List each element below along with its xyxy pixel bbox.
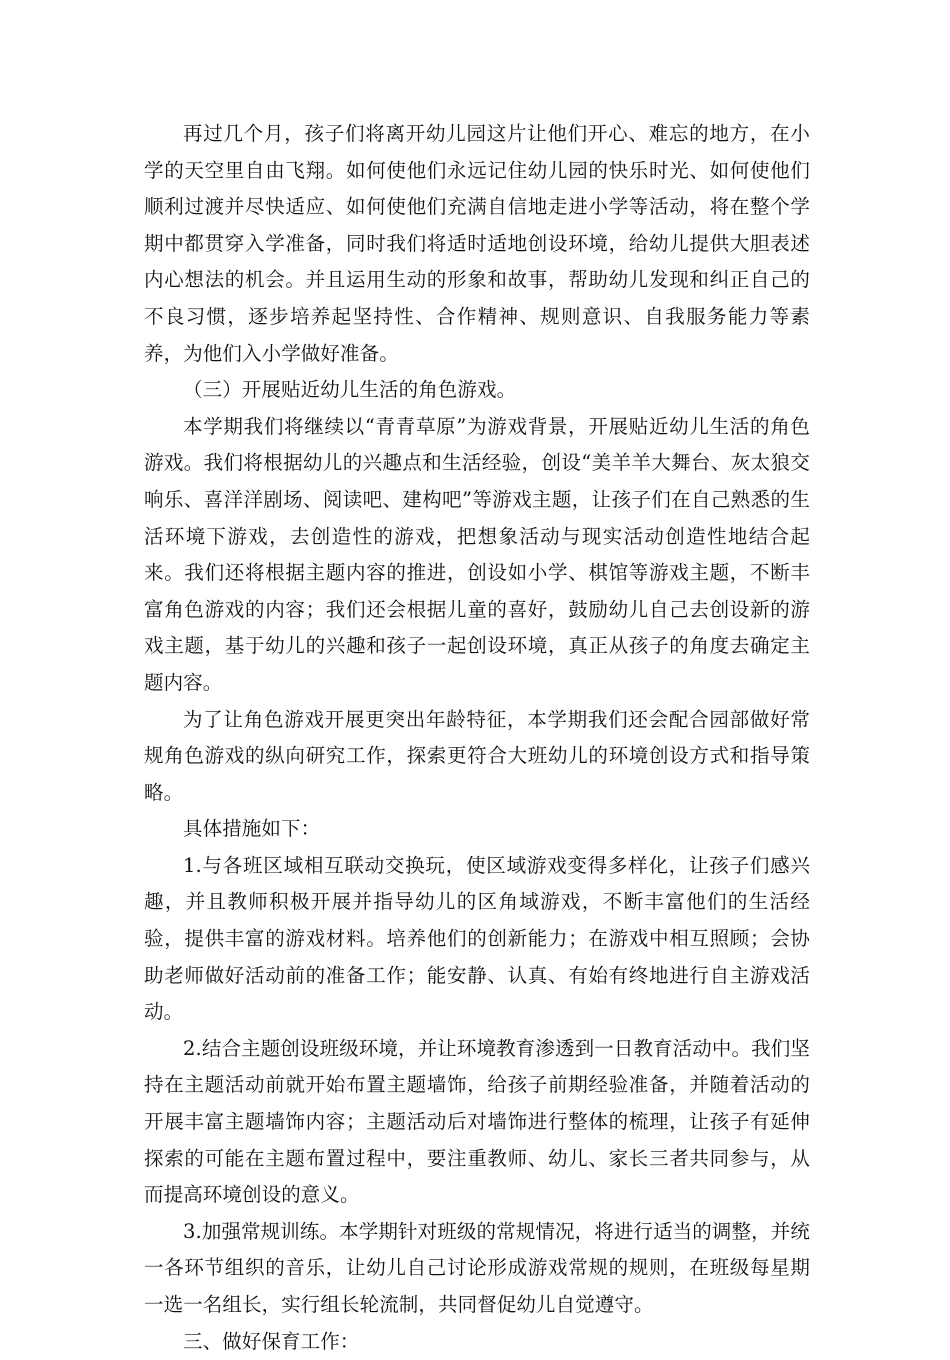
heading-role-play: （三）开展贴近幼儿生活的角色游戏。 bbox=[183, 378, 517, 402]
document-body bbox=[144, 116, 810, 1360]
measure-item-2: 2.结合主题创设班级环境，并让环境教育渗透到一日教育活动中。我们坚持在主题活动前就开始布置主题墙饰，给孩子前期经验准备，并随着活动的开展丰富主题墙饰内容；主题活动后对墙饰进行整体的梳理，让孩子有延伸探索的可能在主题布置过程中，要注重教师、幼儿、家长三者共同参与，从而提高环境创设的意义。 bbox=[144, 1036, 810, 1207]
paragraph-role-play-themes: 本学期我们将继续以“青青草原”为游戏背景，开展贴近幼儿生活的角色游戏。我们将根据幼儿的兴趣点和生活经验，创设“美羊羊大舞台、灰太狼交响乐、喜洋洋剧场、阅读吧、建构吧”等游戏主题，让孩子们在自己熟悉的生活环境下游戏，去创造性的游戏，把想象活动与现实活动创造性地结合起来。我们还将根据主题内容的推进，创设如小学、棋馆等游戏主题，不断丰富角色游戏的内容；我们还会根据儿童的喜好，鼓励幼儿自己去创设新的游戏主题，基于幼儿的兴趣和孩子一起创设环境，真正从孩子的角度去确定主题内容。 bbox=[144, 414, 810, 694]
measure-item-3: 3.加强常规训练。本学期针对班级的常规情况，将进行适当的调整，并统一各环节组织的音乐，让幼儿自己讨论形成游戏常规的规则，在班级每星期一选一名组长，实行组长轮流制，共同督促幼儿自觉遵守。 bbox=[144, 1219, 810, 1316]
heading-care-work: 三、做好保育工作： bbox=[183, 1329, 360, 1353]
heading-specific-measures: 具体措施如下： bbox=[183, 817, 321, 841]
measure-item-1: 1.与各班区域相互联动交换玩，使区域游戏变得多样化，让孩子们感兴趣，并且教师积极开展并指导幼儿的区角域游戏，不断丰富他们的生活经验，提供丰富的游戏材料。培养他们的创新能力；在游戏中相互照顾；会协助老师做好活动前的准备工作；能安静、认真、有始有终地进行自主游戏活动。 bbox=[144, 853, 810, 1024]
paragraph-role-play-research: 为了让角色游戏开展更突出年龄特征，本学期我们还会配合园部做好常规角色游戏的纵向研究工作，探索更符合大班幼儿的环境创设方式和指导策略。 bbox=[144, 707, 810, 804]
paragraph-transition-to-primary: 再过几个月，孩子们将离开幼儿园这片让他们开心、难忘的地方，在小学的天空里自由飞翔。如何使他们永远记住幼儿园的快乐时光、如何使他们顺利过渡并尽快适应、如何使他们充满自信地走进小学等活动，将在整个学期中都贯穿入学准备，同时我们将适时适地创设环境，给幼儿提供大胆表述内心想法的机会。并且运用生动的形象和故事，帮助幼儿发现和纠正自己的不良习惯，逐步培养起坚持性、合作精神、规则意识、自我服务能力等素养，为他们入小学做好准备。 bbox=[144, 122, 810, 365]
